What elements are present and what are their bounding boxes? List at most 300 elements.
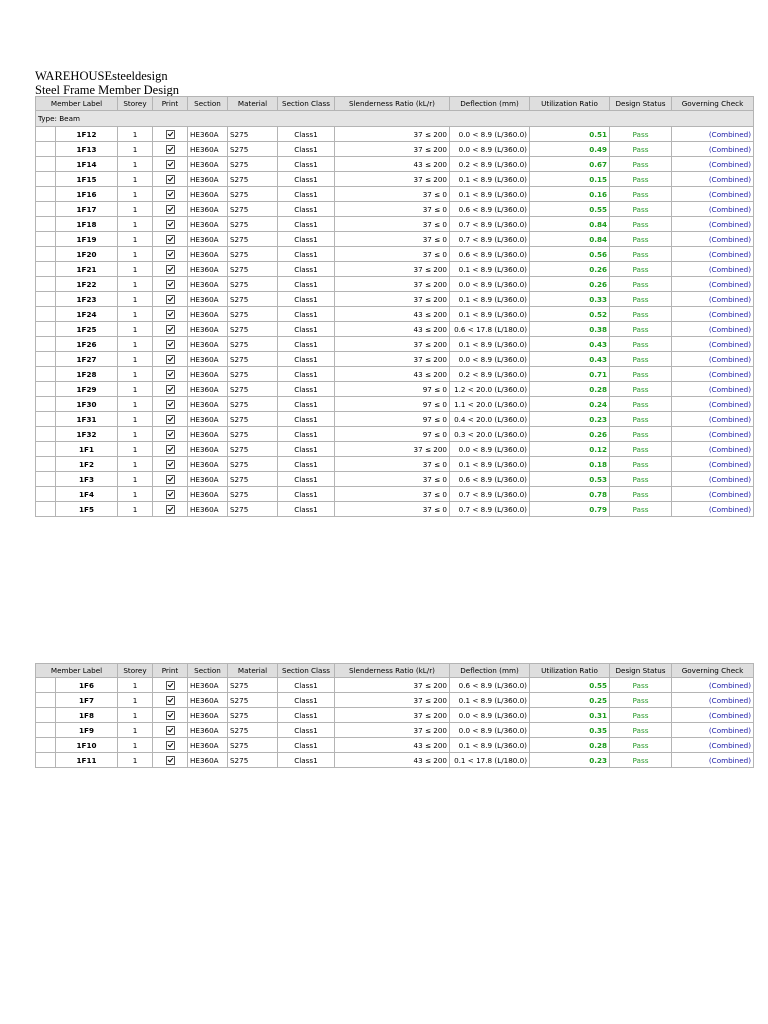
column-header-section-class: Section Class (278, 664, 335, 678)
design-status: Pass (610, 367, 672, 382)
deflection: 0.2 < 8.9 (L/360.0) (450, 157, 530, 172)
row-indent (36, 457, 56, 472)
design-status: Pass (610, 412, 672, 427)
material: S275 (228, 678, 278, 693)
governing-check: (Combined) (672, 187, 754, 202)
design-status: Pass (610, 187, 672, 202)
design-status: Pass (610, 397, 672, 412)
table-row[interactable] (36, 738, 754, 753)
utilization-ratio: 0.71 (530, 367, 610, 382)
row-indent (36, 157, 56, 172)
print-cell (153, 292, 188, 307)
table-row[interactable] (36, 502, 754, 517)
governing-check: (Combined) (672, 412, 754, 427)
deflection: 0.1 < 8.9 (L/360.0) (450, 307, 530, 322)
governing-check: (Combined) (672, 472, 754, 487)
member-label: 1F18 (56, 217, 118, 232)
section: HE360A (188, 442, 228, 457)
material: S275 (228, 187, 278, 202)
checkbox-checked-icon[interactable] (166, 415, 175, 424)
table-row[interactable] (36, 187, 754, 202)
table-row[interactable] (36, 678, 754, 693)
member-label: 1F19 (56, 232, 118, 247)
member-label: 1F15 (56, 172, 118, 187)
section-class: Class1 (278, 247, 335, 262)
table-row[interactable] (36, 292, 754, 307)
utilization-ratio: 0.23 (530, 412, 610, 427)
checkbox-checked-icon[interactable] (166, 400, 175, 409)
slenderness-ratio: 37 ≤ 200 (335, 708, 450, 723)
slenderness-ratio: 37 ≤ 200 (335, 262, 450, 277)
checkbox-checked-icon[interactable] (166, 340, 175, 349)
print-cell (153, 277, 188, 292)
material: S275 (228, 457, 278, 472)
material: S275 (228, 382, 278, 397)
table-row[interactable] (36, 367, 754, 382)
row-indent (36, 277, 56, 292)
print-cell (153, 322, 188, 337)
utilization-ratio: 0.31 (530, 708, 610, 723)
print-cell (153, 217, 188, 232)
section: HE360A (188, 337, 228, 352)
member-label: 1F13 (56, 142, 118, 157)
section: HE360A (188, 157, 228, 172)
deflection: 0.1 < 8.9 (L/360.0) (450, 262, 530, 277)
utilization-ratio: 0.79 (530, 502, 610, 517)
table-row[interactable] (36, 472, 754, 487)
print-cell (153, 187, 188, 202)
material: S275 (228, 142, 278, 157)
design-status: Pass (610, 693, 672, 708)
table-row[interactable] (36, 382, 754, 397)
slenderness-ratio: 97 ≤ 0 (335, 427, 450, 442)
slenderness-ratio: 37 ≤ 200 (335, 693, 450, 708)
section-class: Class1 (278, 262, 335, 277)
table-row[interactable] (36, 277, 754, 292)
governing-check: (Combined) (672, 753, 754, 768)
section-class: Class1 (278, 427, 335, 442)
row-indent (36, 723, 56, 738)
utilization-ratio: 0.53 (530, 472, 610, 487)
section-class: Class1 (278, 723, 335, 738)
utilization-ratio: 0.23 (530, 753, 610, 768)
utilization-ratio: 0.12 (530, 442, 610, 457)
deflection: 0.0 < 8.9 (L/360.0) (450, 723, 530, 738)
design-status: Pass (610, 262, 672, 277)
table-row[interactable] (36, 457, 754, 472)
governing-check: (Combined) (672, 382, 754, 397)
section: HE360A (188, 487, 228, 502)
deflection: 0.6 < 8.9 (L/360.0) (450, 202, 530, 217)
design-status: Pass (610, 457, 672, 472)
design-status: Pass (610, 502, 672, 517)
checkbox-checked-icon[interactable] (166, 696, 175, 705)
column-header-slenderness-ratio: Slenderness Ratio (kL/r) (335, 97, 450, 111)
row-indent (36, 472, 56, 487)
checkbox-checked-icon[interactable] (166, 295, 175, 304)
row-indent (36, 502, 56, 517)
slenderness-ratio: 43 ≤ 200 (335, 367, 450, 382)
design-status: Pass (610, 247, 672, 262)
table-row[interactable] (36, 708, 754, 723)
material: S275 (228, 127, 278, 142)
print-cell (153, 472, 188, 487)
checkbox-checked-icon[interactable] (166, 711, 175, 720)
section-class: Class1 (278, 457, 335, 472)
deflection: 0.6 < 8.9 (L/360.0) (450, 678, 530, 693)
material: S275 (228, 157, 278, 172)
section-class: Class1 (278, 382, 335, 397)
utilization-ratio: 0.52 (530, 307, 610, 322)
checkbox-checked-icon[interactable] (166, 756, 175, 765)
governing-check: (Combined) (672, 217, 754, 232)
deflection: 0.6 < 8.9 (L/360.0) (450, 472, 530, 487)
column-header-section: Section (188, 664, 228, 678)
utilization-ratio: 0.38 (530, 322, 610, 337)
table-row[interactable] (36, 307, 754, 322)
report-subtitle: Steel Frame Member Design (35, 83, 180, 97)
utilization-ratio: 0.49 (530, 142, 610, 157)
row-indent (36, 678, 56, 693)
member-label: 1F10 (56, 738, 118, 753)
slenderness-ratio: 43 ≤ 200 (335, 307, 450, 322)
section: HE360A (188, 142, 228, 157)
checkbox-checked-icon[interactable] (166, 280, 175, 289)
storey: 1 (118, 187, 153, 202)
governing-check: (Combined) (672, 292, 754, 307)
checkbox-checked-icon[interactable] (166, 235, 175, 244)
table-row[interactable] (36, 202, 754, 217)
slenderness-ratio: 37 ≤ 0 (335, 217, 450, 232)
table-row[interactable] (36, 487, 754, 502)
table-row[interactable] (36, 157, 754, 172)
design-status: Pass (610, 352, 672, 367)
checkbox-checked-icon[interactable] (166, 681, 175, 690)
slenderness-ratio: 37 ≤ 0 (335, 247, 450, 262)
checkbox-checked-icon[interactable] (166, 741, 175, 750)
material: S275 (228, 693, 278, 708)
row-indent (36, 708, 56, 723)
deflection: 0.0 < 8.9 (L/360.0) (450, 352, 530, 367)
row-indent (36, 412, 56, 427)
governing-check: (Combined) (672, 367, 754, 382)
design-status: Pass (610, 292, 672, 307)
material: S275 (228, 708, 278, 723)
print-cell (153, 442, 188, 457)
member-label: 1F1 (56, 442, 118, 457)
section: HE360A (188, 472, 228, 487)
checkbox-checked-icon[interactable] (166, 445, 175, 454)
governing-check: (Combined) (672, 127, 754, 142)
section: HE360A (188, 217, 228, 232)
governing-check: (Combined) (672, 352, 754, 367)
slenderness-ratio: 37 ≤ 0 (335, 232, 450, 247)
table-row[interactable] (36, 127, 754, 142)
material: S275 (228, 412, 278, 427)
section-class: Class1 (278, 678, 335, 693)
slenderness-ratio: 37 ≤ 0 (335, 472, 450, 487)
design-status: Pass (610, 157, 672, 172)
slenderness-ratio: 43 ≤ 200 (335, 322, 450, 337)
governing-check: (Combined) (672, 262, 754, 277)
deflection: 0.7 < 8.9 (L/360.0) (450, 502, 530, 517)
design-status: Pass (610, 738, 672, 753)
column-header-governing-check: Governing Check (672, 97, 754, 111)
governing-check: (Combined) (672, 442, 754, 457)
table-row[interactable] (36, 753, 754, 768)
design-status: Pass (610, 723, 672, 738)
member-label: 1F11 (56, 753, 118, 768)
checkbox-checked-icon[interactable] (166, 310, 175, 319)
slenderness-ratio: 37 ≤ 0 (335, 457, 450, 472)
column-header-storey: Storey (118, 664, 153, 678)
checkbox-checked-icon[interactable] (166, 430, 175, 439)
material: S275 (228, 247, 278, 262)
deflection: 0.1 < 8.9 (L/360.0) (450, 457, 530, 472)
member-label: 1F27 (56, 352, 118, 367)
table-row[interactable] (36, 262, 754, 277)
slenderness-ratio: 97 ≤ 0 (335, 397, 450, 412)
print-cell (153, 382, 188, 397)
section-class: Class1 (278, 487, 335, 502)
governing-check: (Combined) (672, 142, 754, 157)
checkbox-checked-icon[interactable] (166, 130, 175, 139)
column-header-utilization-ratio: Utilization Ratio (530, 664, 610, 678)
deflection: 1.1 < 20.0 (L/360.0) (450, 397, 530, 412)
utilization-ratio: 0.18 (530, 457, 610, 472)
checkbox-checked-icon[interactable] (166, 175, 175, 184)
print-cell (153, 723, 188, 738)
section: HE360A (188, 127, 228, 142)
table-row[interactable] (36, 397, 754, 412)
row-indent (36, 367, 56, 382)
section: HE360A (188, 202, 228, 217)
checkbox-checked-icon[interactable] (166, 385, 175, 394)
storey: 1 (118, 427, 153, 442)
material: S275 (228, 172, 278, 187)
governing-check: (Combined) (672, 157, 754, 172)
design-status: Pass (610, 127, 672, 142)
checkbox-checked-icon[interactable] (166, 205, 175, 214)
table-row[interactable] (36, 723, 754, 738)
checkbox-checked-icon[interactable] (166, 355, 175, 364)
material: S275 (228, 262, 278, 277)
storey: 1 (118, 247, 153, 262)
storey: 1 (118, 292, 153, 307)
row-indent (36, 187, 56, 202)
storey: 1 (118, 157, 153, 172)
print-cell (153, 172, 188, 187)
section: HE360A (188, 723, 228, 738)
design-status: Pass (610, 307, 672, 322)
print-cell (153, 487, 188, 502)
print-cell (153, 232, 188, 247)
section-class: Class1 (278, 307, 335, 322)
governing-check: (Combined) (672, 708, 754, 723)
table-row[interactable] (36, 247, 754, 262)
slenderness-ratio: 43 ≤ 200 (335, 157, 450, 172)
material: S275 (228, 217, 278, 232)
design-status: Pass (610, 487, 672, 502)
deflection: 0.0 < 8.9 (L/360.0) (450, 127, 530, 142)
table-row[interactable] (36, 427, 754, 442)
design-status: Pass (610, 232, 672, 247)
material: S275 (228, 427, 278, 442)
section: HE360A (188, 367, 228, 382)
row-indent (36, 322, 56, 337)
governing-check: (Combined) (672, 678, 754, 693)
row-indent (36, 172, 56, 187)
print-cell (153, 693, 188, 708)
deflection: 0.6 < 17.8 (L/180.0) (450, 322, 530, 337)
storey: 1 (118, 753, 153, 768)
section: HE360A (188, 753, 228, 768)
section-class: Class1 (278, 292, 335, 307)
utilization-ratio: 0.84 (530, 232, 610, 247)
checkbox-checked-icon[interactable] (166, 475, 175, 484)
column-header-section-class: Section Class (278, 97, 335, 111)
print-cell (153, 738, 188, 753)
checkbox-checked-icon[interactable] (166, 325, 175, 334)
utilization-ratio: 0.24 (530, 397, 610, 412)
storey: 1 (118, 457, 153, 472)
governing-check: (Combined) (672, 277, 754, 292)
material: S275 (228, 738, 278, 753)
deflection: 0.1 < 8.9 (L/360.0) (450, 738, 530, 753)
member-label: 1F16 (56, 187, 118, 202)
deflection: 0.1 < 8.9 (L/360.0) (450, 172, 530, 187)
design-status: Pass (610, 142, 672, 157)
checkbox-checked-icon[interactable] (166, 160, 175, 169)
deflection: 0.7 < 8.9 (L/360.0) (450, 232, 530, 247)
section: HE360A (188, 382, 228, 397)
deflection: 0.1 < 17.8 (L/180.0) (450, 753, 530, 768)
material: S275 (228, 337, 278, 352)
slenderness-ratio: 37 ≤ 0 (335, 487, 450, 502)
checkbox-checked-icon[interactable] (166, 265, 175, 274)
column-header-print: Print (153, 97, 188, 111)
table-row[interactable] (36, 217, 754, 232)
section-class: Class1 (278, 322, 335, 337)
column-header-design-status: Design Status (610, 664, 672, 678)
storey: 1 (118, 142, 153, 157)
table-row[interactable] (36, 142, 754, 157)
material: S275 (228, 292, 278, 307)
material: S275 (228, 723, 278, 738)
storey: 1 (118, 172, 153, 187)
section-class: Class1 (278, 217, 335, 232)
checkbox-checked-icon[interactable] (166, 490, 175, 499)
utilization-ratio: 0.55 (530, 202, 610, 217)
row-indent (36, 753, 56, 768)
member-label: 1F4 (56, 487, 118, 502)
row-indent (36, 427, 56, 442)
deflection: 0.2 < 8.9 (L/360.0) (450, 367, 530, 382)
storey: 1 (118, 262, 153, 277)
row-indent (36, 247, 56, 262)
print-cell (153, 337, 188, 352)
table-row[interactable] (36, 322, 754, 337)
row-indent (36, 217, 56, 232)
deflection: 0.7 < 8.9 (L/360.0) (450, 217, 530, 232)
print-cell (153, 397, 188, 412)
utilization-ratio: 0.43 (530, 352, 610, 367)
utilization-ratio: 0.28 (530, 738, 610, 753)
deflection: 1.2 < 20.0 (L/360.0) (450, 382, 530, 397)
row-indent (36, 442, 56, 457)
section: HE360A (188, 277, 228, 292)
print-cell (153, 262, 188, 277)
row-indent (36, 693, 56, 708)
table-row[interactable] (36, 352, 754, 367)
row-indent (36, 142, 56, 157)
member-label: 1F31 (56, 412, 118, 427)
utilization-ratio: 0.16 (530, 187, 610, 202)
storey: 1 (118, 678, 153, 693)
checkbox-checked-icon[interactable] (166, 460, 175, 469)
governing-check: (Combined) (672, 322, 754, 337)
deflection: 0.1 < 8.9 (L/360.0) (450, 337, 530, 352)
print-cell (153, 202, 188, 217)
group-label: Type: Beam (36, 111, 754, 127)
storey: 1 (118, 202, 153, 217)
table-row[interactable] (36, 442, 754, 457)
row-indent (36, 202, 56, 217)
print-cell (153, 427, 188, 442)
checkbox-checked-icon[interactable] (166, 145, 175, 154)
section: HE360A (188, 397, 228, 412)
table-row[interactable] (36, 412, 754, 427)
table-row[interactable] (36, 337, 754, 352)
checkbox-checked-icon[interactable] (166, 220, 175, 229)
table-row[interactable] (36, 172, 754, 187)
section-class: Class1 (278, 337, 335, 352)
storey: 1 (118, 367, 153, 382)
section-class: Class1 (278, 187, 335, 202)
slenderness-ratio: 37 ≤ 200 (335, 292, 450, 307)
slenderness-ratio: 37 ≤ 200 (335, 352, 450, 367)
storey: 1 (118, 382, 153, 397)
checkbox-checked-icon[interactable] (166, 726, 175, 735)
checkbox-checked-icon[interactable] (166, 505, 175, 514)
slenderness-ratio: 37 ≤ 200 (335, 142, 450, 157)
storey: 1 (118, 322, 153, 337)
storey: 1 (118, 397, 153, 412)
section-class: Class1 (278, 127, 335, 142)
utilization-ratio: 0.51 (530, 127, 610, 142)
column-header-material: Material (228, 664, 278, 678)
storey: 1 (118, 442, 153, 457)
governing-check: (Combined) (672, 337, 754, 352)
checkbox-checked-icon[interactable] (166, 190, 175, 199)
table-row[interactable] (36, 232, 754, 247)
group-row-beam[interactable] (36, 111, 754, 127)
governing-check: (Combined) (672, 232, 754, 247)
column-header-governing-check: Governing Check (672, 664, 754, 678)
member-label: 1F22 (56, 277, 118, 292)
row-indent (36, 487, 56, 502)
utilization-ratio: 0.26 (530, 427, 610, 442)
member-label: 1F26 (56, 337, 118, 352)
table-row[interactable] (36, 693, 754, 708)
section: HE360A (188, 427, 228, 442)
storey: 1 (118, 307, 153, 322)
storey: 1 (118, 472, 153, 487)
member-label: 1F28 (56, 367, 118, 382)
checkbox-checked-icon[interactable] (166, 250, 175, 259)
deflection: 0.1 < 8.9 (L/360.0) (450, 187, 530, 202)
checkbox-checked-icon[interactable] (166, 370, 175, 379)
